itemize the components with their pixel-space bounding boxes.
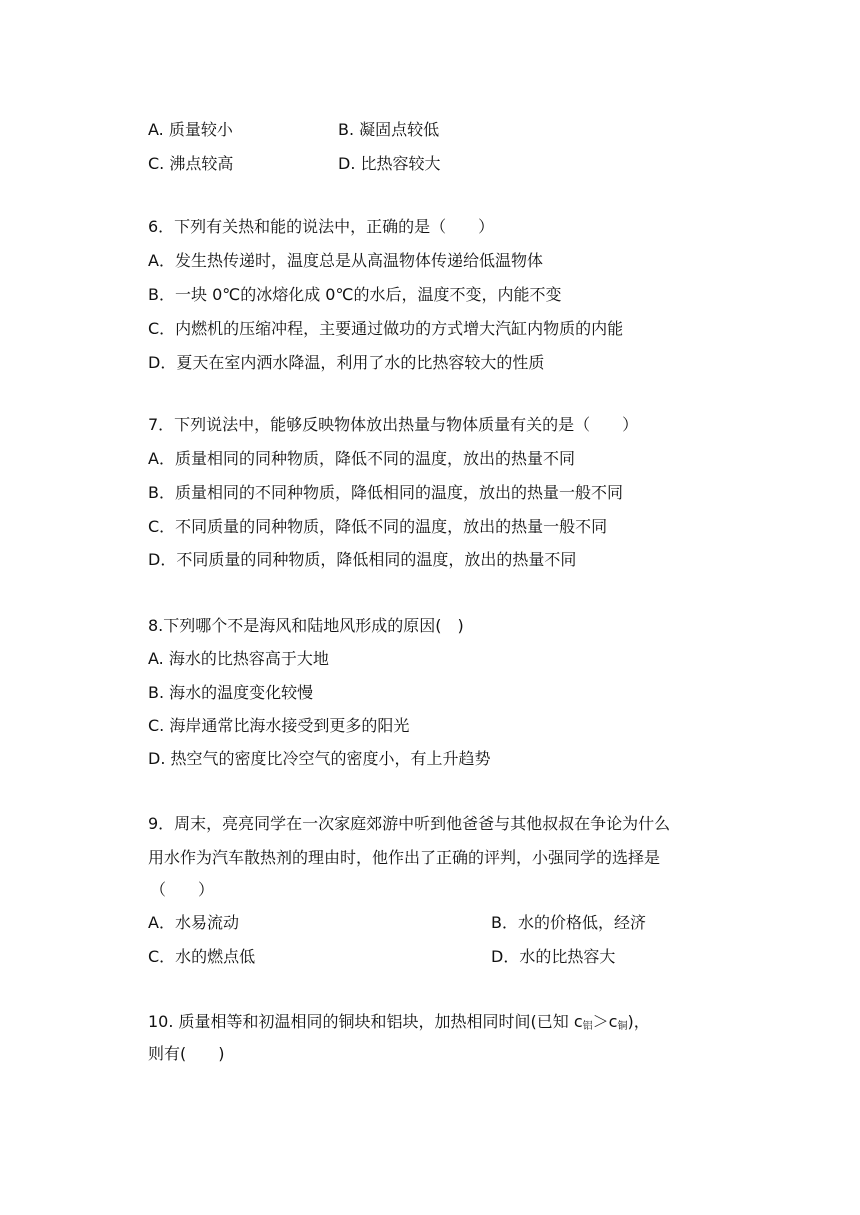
q5-option-d: D. 比热容较大	[338, 154, 441, 173]
q6-option-d: D．夏天在室内洒水降温，利用了水的比热容较大的性质	[148, 353, 545, 372]
q9-option-c: C．水的燃点低	[148, 947, 256, 966]
q10-stem-end: )，	[627, 1012, 650, 1031]
q5-option-b: B. 凝固点较低	[338, 120, 440, 139]
q10-subscript-copper: 铜	[617, 1021, 628, 1032]
q7-option-b: B．质量相同的不同种物质，降低相同的温度，放出的热量一般不同	[148, 483, 623, 502]
q8-option-c: C. 海岸通常比海水接受到更多的阳光	[148, 716, 410, 735]
q7-stem: 7．下列说法中，能够反映物体放出热量与物体质量有关的是（ ）	[148, 415, 639, 434]
q9-option-b: B．水的价格低，经济	[491, 913, 646, 932]
q8-option-b: B. 海水的温度变化较慢	[148, 683, 314, 702]
q9-option-a: A．水易流动	[148, 913, 239, 932]
q10-subscript-aluminum: 铝	[582, 1021, 593, 1032]
q8-option-a: A. 海水的比热容高于大地	[148, 649, 329, 668]
q9-stem-line-3: （ ）	[150, 880, 215, 899]
q10-stem-line-2: 则有( )	[148, 1044, 225, 1063]
q6-option-c: C．内燃机的压缩冲程，主要通过做功的方式增大汽缸内物质的内能	[148, 319, 624, 338]
q8-option-d: D. 热空气的密度比冷空气的密度小，有上升趋势	[148, 749, 491, 768]
q6-stem: 6．下列有关热和能的说法中，正确的是（ ）	[148, 217, 495, 236]
q10-stem-text: 10. 质量相等和初温相同的铜块和铝块，加热相同时间(已知 c	[148, 1012, 583, 1031]
q6-option-b: B．一块 0℃的冰熔化成 0℃的水后，温度不变，内能不变	[148, 285, 562, 304]
q6-option-a: A．发生热传递时，温度总是从高温物体传递给低温物体	[148, 251, 543, 270]
q10-compare: ＞c	[592, 1012, 618, 1031]
q8-stem: 8.下列哪个不是海风和陆地风形成的原因( )	[148, 616, 464, 635]
q7-option-c: C．不同质量的同种物质，降低不同的温度，放出的热量一般不同	[148, 517, 608, 536]
q7-option-a: A．质量相同的同种物质，降低不同的温度，放出的热量不同	[148, 449, 575, 468]
q7-option-d: D．不同质量的同种物质，降低相同的温度，放出的热量不同	[148, 550, 577, 569]
q10-stem-line-1	[148, 1011, 650, 1033]
q5-option-a: A. 质量较小	[148, 120, 233, 139]
q9-stem-line-2: 用水作为汽车散热剂的理由时，他作出了正确的评判，小强同学的选择是	[148, 848, 661, 867]
q5-option-c: C. 沸点较高	[148, 154, 234, 173]
q9-stem-line-1: 9．周末，亮亮同学在一次家庭郊游中听到他爸爸与其他叔叔在争论为什么	[148, 814, 671, 833]
q9-option-d: D．水的比热容大	[491, 947, 616, 966]
